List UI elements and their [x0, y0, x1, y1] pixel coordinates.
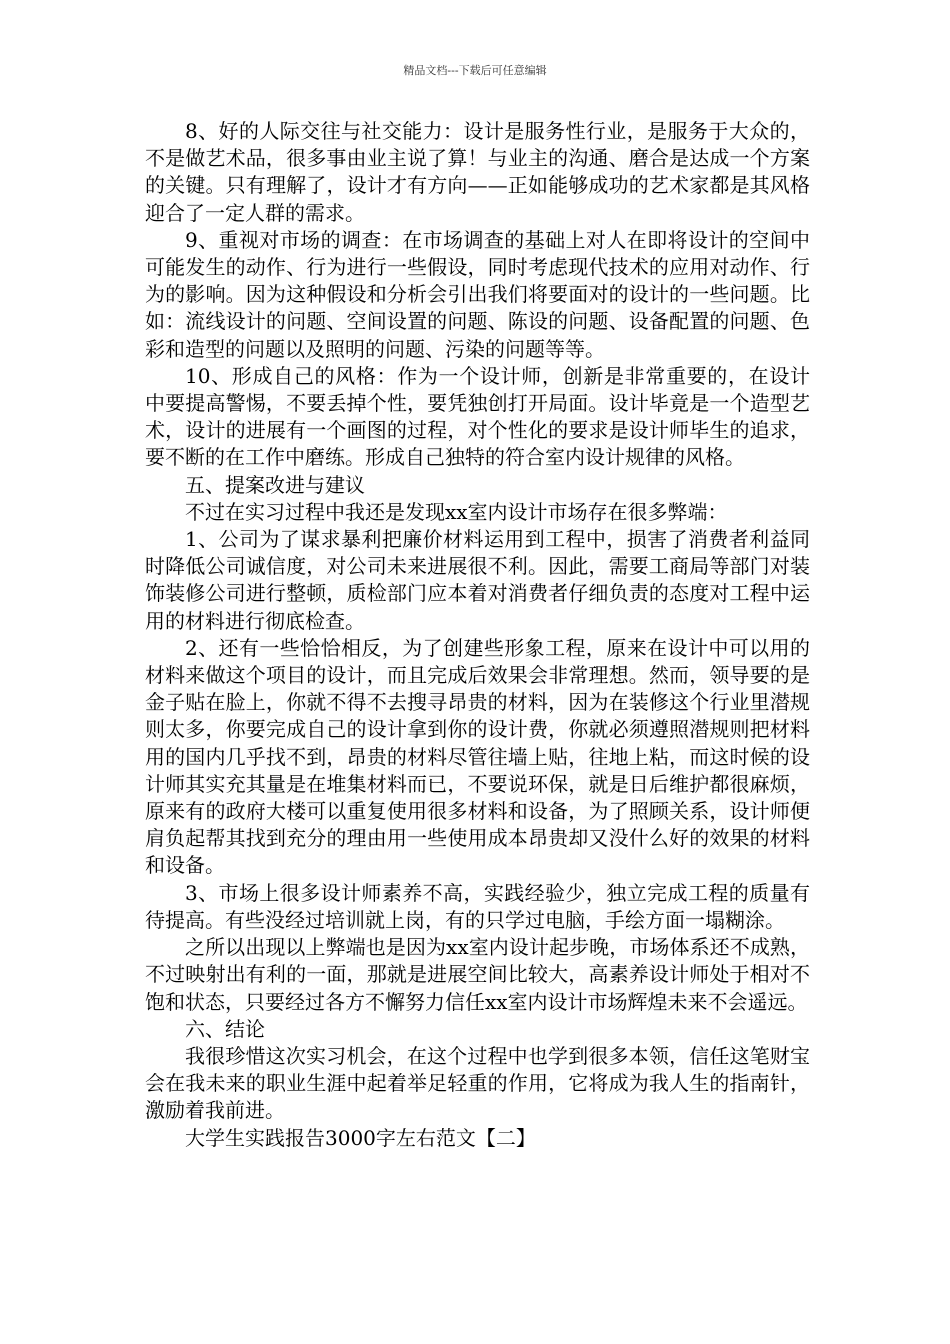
next-article-title: 大学生实践报告3000字左右范文【二】	[185, 1125, 536, 1150]
paragraph-issue-1: 1、公司为了谋求暴利把廉价材料运用到工程中，损害了消费者利益同时降低公司诚信度，对公司未来进展很不利。因此，需要工商局等部门对装饰装修公司进行整顿，质检部门应本着对消费者仔细负责的态度对工程中运用的材料进行彻底检查。	[145, 527, 810, 633]
paragraph-item-8: 8、好的人际交往与社交能力：设计是服务性行业，是服务于大众的，不是做艺术品，很多事由业主说了算！与业主的沟通、磨合是达成一个方案的关键。只有理解了，设计才有方向——正如能够成功的艺术家都是其风格迎合了一定人群的需求。	[145, 119, 810, 225]
paragraph-item-10: 10、形成自己的风格：作为一个设计师，创新是非常重要的，在设计中要提高警惕，不要丢掉个性，要凭独创打开局面。设计毕竟是一个造型艺术，设计的进展有一个画图的过程，对个性化的要求是设计师毕生的追求，要不断的在工作中磨练。形成自己独特的符合室内设计规律的风格。	[145, 363, 810, 470]
paragraph-issue-2: 2、还有一些恰恰相反，为了创建些形象工程，原来在设计中可以用的材料来做这个项目的设计，而且完成后效果会非常理想。然而，领导要的是金子贴在脸上，你就不得不去搜寻昂贵的材料，因为在装修这个行业里潜规则太多，你要完成自己的设计拿到你的设计费，你就必须遵照潜规则把材料用的国内几乎找不到，昂贵的材料尽管往墙上贴，往地上粘，而这时候的设计师其实充其量是在堆集材料而已，不要说环保，就是日后维护都很麻烦，原来有的政府大楼可以重复使用很多材料和设备，为了照顾关系，设计师便肩负起帮其找到充分的理由用一些使用成本昂贵却又没什么好的效果的材料和设备。	[145, 635, 810, 878]
document-body	[145, 118, 810, 1152]
section-heading-6: 六、结论	[185, 1016, 265, 1041]
paragraph-item-9: 9、重视对市场的调查：在市场调查的基础上对人在即将设计的空间中可能发生的动作、行为进行一些假设，同时考虑现代技术的应用对动作、行为的影响。因为这种假设和分析会引出我们将要面对的设计的一些问题。比如：流线设计的问题、空间设置的问题、陈设的问题、设备配置的问题、色彩和造型的问题以及照明的问题、污染的问题等等。	[145, 227, 810, 361]
paragraph-issue-3: 3、市场上很多设计师素养不高，实践经验少，独立完成工程的质量有待提高。有些没经过培训就上岗，有的只学过电脑，手绘方面一塌糊涂。	[145, 880, 810, 932]
paragraph-intro-issues: 不过在实习过程中我还是发现xx室内设计市场存在很多弊端：	[185, 499, 728, 524]
paragraph-conclusion: 我很珍惜这次实习机会，在这个过程中也学到很多本领，信任这笔财宝会在我未来的职业生涯中起着举足轻重的作用，它将成为我人生的指南针，激励着我前进。	[145, 1043, 810, 1123]
paragraph-summary: 之所以出现以上弊端也是因为xx室内设计起步晚，市场体系还不成熟，不过映射出有利的一面，那就是进展空间比较大，高素养设计师处于相对不饱和状态，只要经过各方不懈努力信任xx室内设计市场辉煌未来不会遥远。	[145, 935, 810, 1014]
page-header: 精品文档---下载后可任意编辑	[403, 64, 547, 77]
section-heading-5: 五、提案改进与建议	[185, 472, 365, 497]
